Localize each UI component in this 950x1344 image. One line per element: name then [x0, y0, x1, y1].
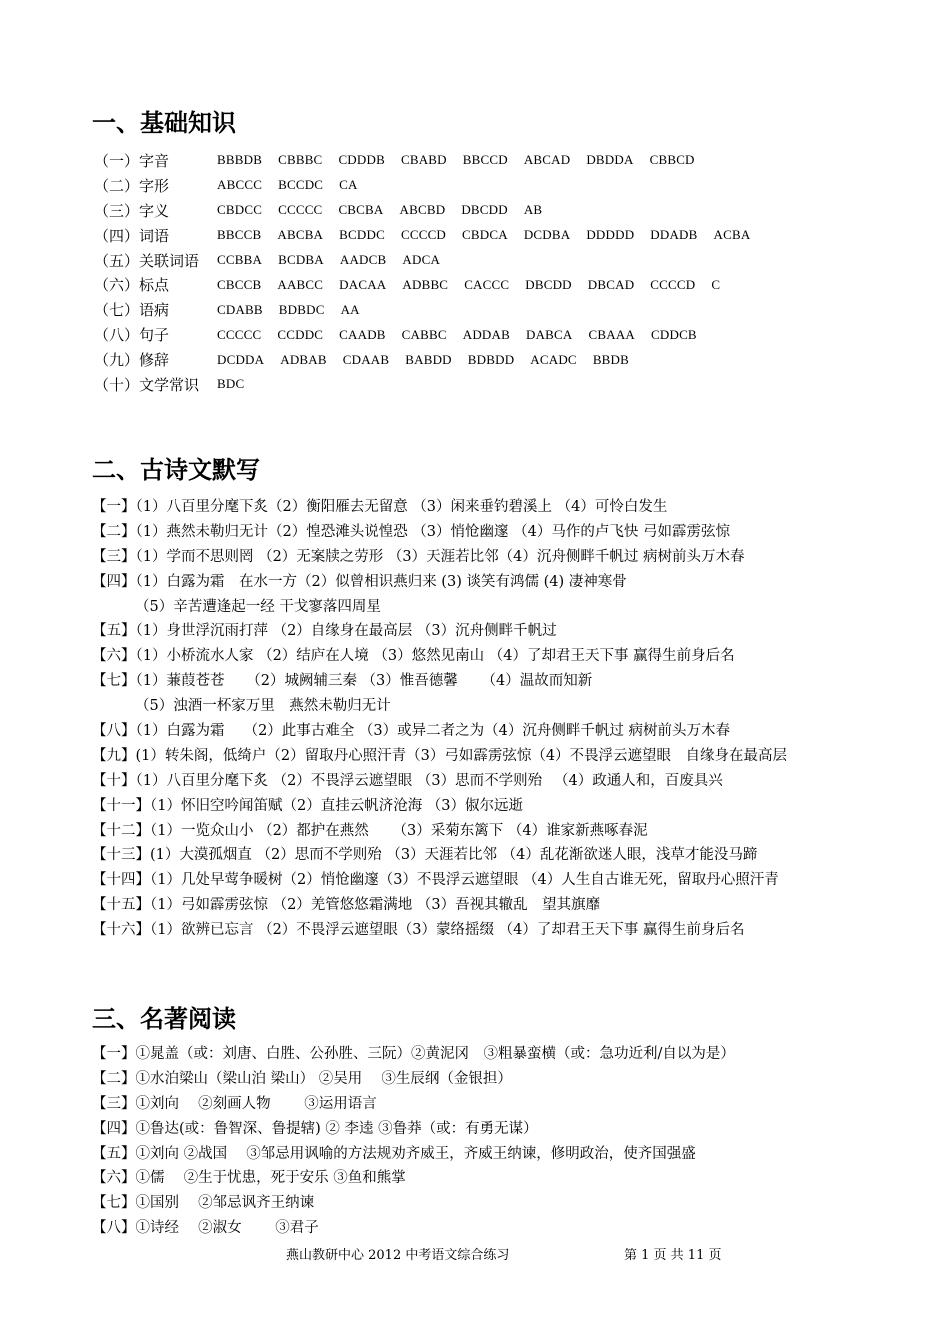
knowledge-row-label: （八）句子 [94, 326, 170, 345]
knowledge-row-label: （五）关联词语 [94, 251, 200, 270]
answer-group: DDDDD [586, 227, 635, 243]
poetry-answer-line: 【九】(1）转朱阁，低绮户（2）留取丹心照汗青（3）弓如霹雳弦惊（4）不畏浮云遮望眼 自缘身在最高层 [92, 747, 788, 764]
classics-answers [92, 1042, 735, 1241]
section-title-classics-reading: 三、名著阅读 [92, 1005, 236, 1033]
knowledge-row [94, 223, 750, 248]
poetry-answer-line: 【八】（1）白露为霜 （2）此事古难全 （3）或异二者之为（4）沉舟侧畔千帆过 病树前头万木春 [92, 723, 730, 740]
page-footer [0, 1246, 950, 1266]
knowledge-row-label: （三）字义 [94, 201, 170, 220]
answer-group: CAADB [339, 326, 386, 342]
poetry-answer-line: 【十二】（1）一览众山小 （2）都护在燕然 （3）采菊东篱下 （4）谁家新燕啄春泥 [92, 822, 648, 839]
answer-group: CACCC [464, 276, 510, 292]
knowledge-row-label: （一）字音 [94, 151, 170, 170]
answer-groups [217, 152, 695, 168]
answer-group: ADBBC [402, 276, 449, 292]
answer-groups [217, 252, 440, 268]
answer-group: ADBAB [280, 351, 327, 367]
answer-group: C [711, 276, 721, 292]
answer-group: BDC [217, 376, 245, 392]
answer-group: DCDBA [523, 227, 571, 243]
poetry-answer-line: 【五】（1）身世浮沉雨打萍 （2）自缘身在最高层 （3）沉舟侧畔千帆过 [92, 623, 557, 640]
answer-group: CCCCD [400, 227, 447, 243]
poetry-answer-line: （5）浊酒一杯家万里 燕然未勒归无计 [135, 698, 391, 715]
answer-group: ABCBA [277, 227, 324, 243]
knowledge-row-label: （六）标点 [94, 276, 170, 295]
answer-group: CCBBA [217, 252, 263, 267]
knowledge-row-label: （十）文学常识 [94, 375, 200, 394]
answer-group: CBDCA [462, 227, 508, 243]
answer-group: ADDAB [462, 326, 510, 342]
answer-groups [217, 177, 358, 193]
poetry-answer-line: 【十一】（1）怀旧空吟闻笛赋（2）直挂云帆济沧海 （3）俶尔远逝 [92, 797, 524, 814]
answer-groups [217, 352, 629, 368]
answer-group: DBDDA [586, 152, 634, 168]
answer-group: DCDDA [217, 351, 265, 367]
section-title-basic-knowledge: 一、基础知识 [92, 109, 236, 137]
knowledge-row [94, 198, 750, 223]
knowledge-row [94, 322, 750, 347]
answer-group: DABCA [525, 326, 573, 342]
answer-group: CCCCD [650, 276, 696, 292]
classics-answer-line: 【三】①刘向 ②刻画人物 ③运用语言 [92, 1095, 377, 1112]
answer-group: BDBDD [467, 351, 515, 367]
answer-groups [217, 202, 542, 218]
answer-group: BCDBA [278, 252, 324, 267]
classics-answer-line: 【四】①鲁达(或：鲁智深、鲁提辖) ② 李逵 ③鲁莽（或：有勇无谋） [92, 1120, 538, 1137]
answer-group: ABCAD [523, 152, 571, 168]
answer-group: CDDDB [338, 152, 385, 168]
answer-group: DBCDD [461, 202, 508, 218]
answer-group: CBBBC [278, 152, 323, 168]
knowledge-row-label: （二）字形 [94, 176, 170, 195]
knowledge-row [94, 248, 750, 273]
answer-group: ACADC [530, 351, 577, 367]
poetry-answer-line: 【四】（1）白露为霜 在水一方（2）似曾相识燕归来 (3) 谈笑有鸿儒 (4) 凄神寒骨 [92, 573, 627, 590]
classics-answer-line: 【七】①国别 ②邹忌讽齐王纳谏 [92, 1195, 315, 1212]
answer-group: CDAAB [342, 351, 390, 367]
answer-group: CBABD [400, 152, 447, 168]
answer-group: BDBDC [278, 301, 325, 317]
answer-group: BBBDB [217, 152, 263, 168]
basic-knowledge-table [94, 148, 750, 397]
poetry-answer-line: （5）辛苦遭逢起一经 干戈寥落四周星 [135, 598, 381, 615]
answer-group: ABCBD [399, 202, 446, 218]
answer-group: AB [523, 202, 543, 218]
knowledge-row [94, 272, 750, 297]
poetry-answer-line: 【十六】（1）欲辨已忘言 （2）不畏浮云遮望眼（3）蒙络摇缀 （4）了却君王天下事 赢得生前身后名 [92, 922, 745, 939]
answer-group: CCCCC [217, 326, 262, 342]
answer-group: ABCCC [217, 177, 263, 193]
knowledge-row-label: （九）修辞 [94, 351, 170, 370]
answer-group: ACBA [713, 227, 751, 243]
answer-groups [217, 277, 720, 293]
poetry-answer-line: 【十三】(1）大漠孤烟直 （2）思而不学则殆 （3）天涯若比邻 （4）乱花渐欲迷人眼，浅草才能没马蹄 [92, 847, 758, 864]
answer-group: CDABB [217, 301, 263, 317]
answer-group: DACAA [339, 276, 387, 292]
answer-group: CBDCC [217, 202, 263, 218]
answer-group: AADCB [339, 252, 387, 267]
poetry-answer-line: 【三】（1）学而不思则罔 （2）无案牍之劳形 （3）天涯若比邻（4）沉舟侧畔千帆过 病树前头万木春 [92, 548, 745, 565]
answer-group: BABDD [405, 351, 452, 367]
answer-group: CA [339, 177, 358, 193]
knowledge-row-label: （七）语病 [94, 301, 170, 320]
answer-group: BBCCB [217, 227, 262, 243]
knowledge-row [94, 148, 750, 173]
answer-group: CDDCB [651, 326, 697, 342]
classics-answer-line: 【八】①诗经 ②淑女 ③君子 [92, 1220, 319, 1237]
classics-answer-line: 【二】①水泊梁山（梁山泊 梁山） ②吴用 ③生辰纲（金银担） [92, 1070, 512, 1087]
classics-answer-line: 【一】①晁盖（或：刘唐、白胜、公孙胜、三阮）②黄泥冈 ③粗暴蛮横（或：急功近利/自以为是） [92, 1046, 735, 1062]
answer-group: DBCDD [525, 276, 572, 292]
poetry-answer-line: 【六】（1）小桥流水人家 （2）结庐在人境 （3）悠然见南山 （4）了却君王天下事 赢得生前身后名 [92, 648, 735, 665]
footer-page-number: 第 1 页 共 11 页 [624, 1248, 722, 1263]
knowledge-row-label: （四）词语 [94, 226, 170, 245]
poetry-answers [92, 495, 787, 943]
answer-group: BBCCD [462, 152, 508, 168]
answer-group: DDADB [650, 227, 698, 243]
answer-group: BCDDC [339, 227, 385, 243]
answer-group: AABCC [277, 276, 324, 292]
answer-group: BCCDC [278, 177, 324, 193]
poetry-answer-line: 【七】（1）蒹葭苍苍 （2）城阙辅三秦 （3）惟吾德馨 （4）温故而知新 [92, 673, 593, 690]
knowledge-row [94, 297, 750, 322]
classics-answer-line: 【六】①儒 ②生于忧患，死于安乐 ③鱼和熊掌 [92, 1170, 406, 1187]
knowledge-row [94, 372, 750, 397]
knowledge-row [94, 173, 750, 198]
answer-group: AA [340, 301, 360, 317]
answer-groups [217, 327, 697, 343]
answer-group: CCDDC [277, 326, 324, 342]
answer-group: CABBC [401, 326, 447, 342]
answer-groups [217, 302, 360, 318]
answer-group: DBCAD [587, 276, 635, 292]
answer-groups [217, 227, 750, 243]
section-title-poetry-dictation: 二、古诗文默写 [92, 456, 260, 484]
answer-group: CBAAA [588, 326, 636, 342]
answer-group: BBDB [592, 351, 630, 367]
poetry-answer-line: 【一】（1）八百里分麾下炙（2）衡阳雁去无留意 （3）闲来垂钓碧溪上 （4）可怜白发生 [92, 499, 668, 515]
footer-source: 燕山教研中心 2012 中考语文综合练习 [286, 1248, 510, 1263]
classics-answer-line: 【五】①刘向 ②战国 ③邹忌用讽喻的方法规劝齐威王，齐威王纳谏，修明政治，使齐国强盛 [92, 1145, 696, 1162]
knowledge-row [94, 347, 750, 372]
answer-group: ADCA [402, 252, 441, 267]
poetry-answer-line: 【二】（1）燕然未勒归无计（2）惶恐滩头说惶恐 （3）悄怆幽邃 （4）马作的卢飞快 弓如霹雳弦惊 [92, 523, 730, 540]
poetry-answer-line: 【十五】（1）弓如霹雳弦惊 （2）羌管悠悠霜满地 （3）吾视其辙乱 望其旗靡 [92, 897, 601, 914]
answer-group: CBBCD [649, 152, 695, 168]
poetry-answer-line: 【十四】（1）几处早莺争暖树（2）悄怆幽邃（3）不畏浮云遮望眼 （4）人生自古谁无死，留取丹心照汗青 [92, 872, 779, 889]
answer-groups [217, 376, 244, 392]
poetry-answer-line: 【十】（1）八百里分麾下炙 （2）不畏浮云遮望眼 （3）思而不学则殆 （4）政通人和，百废具兴 [92, 772, 723, 789]
answer-group: CBCBA [338, 202, 384, 218]
answer-group: CCCCC [278, 202, 323, 218]
answer-group: CBCCB [217, 276, 262, 292]
